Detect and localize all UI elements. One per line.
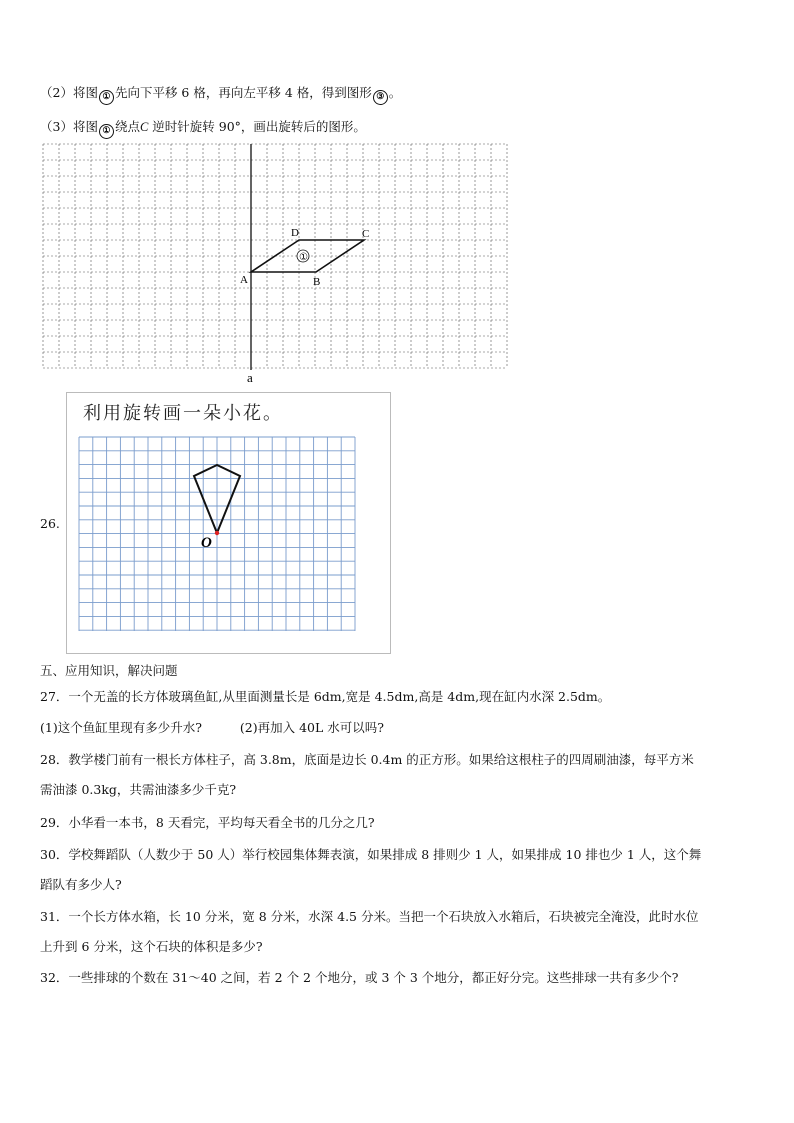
figure-1-label: ①	[299, 252, 308, 263]
q27-subquestions	[40, 718, 384, 736]
circled-number-1: ①	[99, 90, 114, 105]
q28-line1: 28．教学楼门前有一根长方体柱子，高 3.8m，底面是边长 0.4m 的正方形。如果给这根柱子的四周刷油漆，每平方米	[40, 752, 694, 767]
q26-number: 26.	[40, 516, 60, 531]
label-A: A	[240, 274, 248, 286]
q31-line2: 上升到 6 分米，这个石块的体积是多少?	[40, 939, 263, 954]
flower-figure	[66, 392, 391, 654]
label-C: C	[362, 228, 370, 240]
label-B: B	[313, 276, 321, 288]
section-5-heading: 五、应用知识，解决问题	[40, 663, 178, 678]
q30-line2: 蹈队有多少人?	[40, 877, 122, 892]
point-O-label: O	[201, 535, 212, 551]
circled-number-3: ③	[373, 90, 388, 105]
q25-item3: （3）将图 ① 绕点C 逆时针旋转 90°，画出旋转后的图形。	[40, 117, 366, 139]
q30-line1: 30．学校舞蹈队（人数少于 50 人）举行校园集体舞表演，如果排成 8 排则少 1 人，如果排成 10 排也少 1 人，这个舞	[40, 847, 702, 862]
translation-grid	[0, 0, 794, 400]
circled-number-1: ①	[99, 124, 114, 139]
q31-line1: 31．一个长方体水箱，长 10 分米，宽 8 分米，水深 4.5 分米。当把一个石块放入水箱后，石块被完全淹没，此时水位	[40, 909, 699, 924]
q27-text: 27．一个无盖的长方体玻璃鱼缸,从里面测量长是 6dm,宽是 4.5dm,高是 4dm,现在缸内水深 2.5dm。	[40, 689, 611, 704]
label-D: D	[291, 227, 299, 239]
rotation-center-dot	[215, 531, 219, 535]
q25-item2: （2）将图 ① 先向下平移 6 格，再向左平移 4 格，得到图形 ③ 。	[40, 83, 401, 105]
q28-line2: 需油漆 0.3kg，共需油漆多少千克?	[40, 782, 237, 797]
axis-a-label: a	[247, 370, 253, 385]
flower-title: 利用旋转画一朵小花。	[83, 403, 283, 424]
q32-text: 32．一些排球的个数在 31～40 之间，若 2 个 2 个地分，或 3 个 3 个地分，都正好分完。这些排球一共有多少个?	[40, 970, 679, 985]
q27-sub1: (1)这个鱼缸里现有多少升水?	[40, 720, 202, 735]
q29-text: 29．小华看一本书，8 天看完，平均每天看全书的几分之几?	[40, 815, 375, 830]
q27-sub2: (2)再加入 40L 水可以吗?	[239, 720, 384, 735]
flower-grid	[67, 393, 390, 653]
